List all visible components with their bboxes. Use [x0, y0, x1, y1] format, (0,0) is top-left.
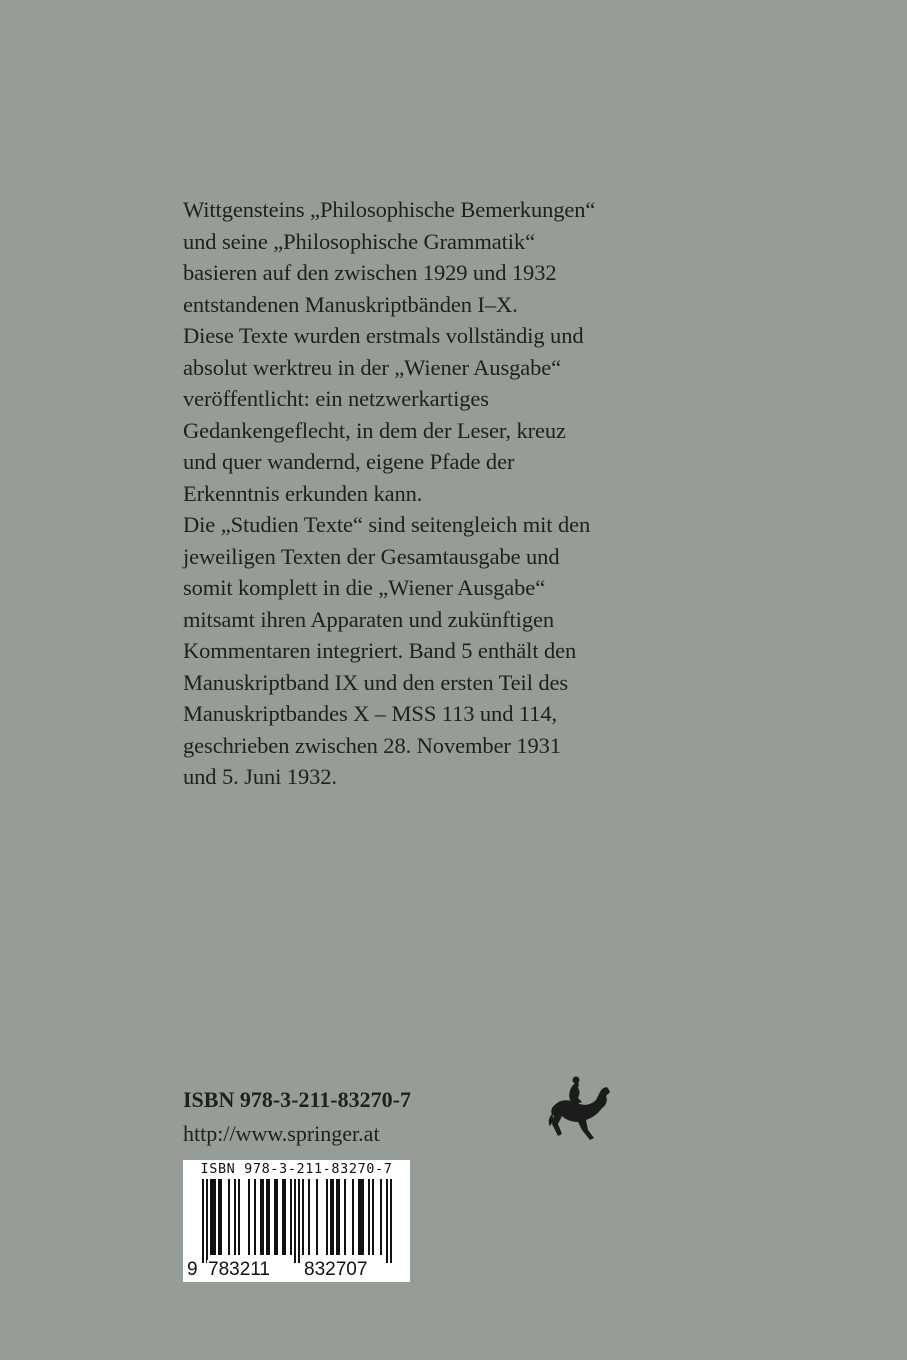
barcode-bar — [254, 1179, 256, 1255]
barcode-bar — [218, 1179, 220, 1255]
isbn-label: ISBN 978-3-211-83270-7 — [183, 1087, 411, 1112]
barcode-bar — [368, 1179, 370, 1255]
barcode-bar — [274, 1179, 276, 1255]
blurb-line: veröffentlicht: ein netzwerkartiges — [183, 386, 489, 411]
barcode-bar — [220, 1179, 222, 1255]
publisher-url[interactable]: http://www.springer.at — [183, 1121, 380, 1146]
blurb-line: Kommentaren integriert. Band 5 enthält den — [183, 638, 577, 663]
blurb-line: mitsamt ihren Apparaten und zukünftigen — [183, 606, 555, 632]
barcode-digit-first: 9 — [187, 1259, 198, 1280]
barcode-bar — [360, 1179, 362, 1255]
barcode-bar — [344, 1179, 346, 1255]
barcode-bar — [372, 1179, 374, 1255]
barcode-bar — [262, 1179, 264, 1255]
barcode-digits-left: 783211 — [208, 1259, 270, 1280]
blurb-line: Manuskriptband IX und den ersten Teil des — [183, 669, 569, 695]
barcode-bar — [290, 1179, 292, 1255]
barcode-bar — [206, 1179, 208, 1263]
barcode-bar — [358, 1179, 360, 1255]
barcode-bar — [210, 1179, 212, 1255]
barcode-bar — [284, 1179, 286, 1255]
blurb-line: basieren auf den zwischen 1929 und 1932 — [183, 260, 557, 285]
barcode-bar — [266, 1179, 268, 1255]
barcode-bar — [308, 1179, 310, 1255]
barcode-bar — [332, 1179, 334, 1255]
barcode-bar — [282, 1179, 284, 1255]
barcode-bar — [298, 1179, 300, 1263]
barcode-bar — [326, 1179, 328, 1255]
barcode-bar — [234, 1179, 236, 1255]
barcode-bars — [186, 1179, 407, 1263]
blurb-line: jeweiligen Texten der Gesamtausgabe und — [183, 543, 560, 569]
barcode-bar — [302, 1179, 304, 1255]
barcode-isbn-label: ISBN 978-3-211-83270-7 — [200, 1161, 393, 1177]
blurb-line: somit komplett in die „Wiener Ausgabe“ — [183, 575, 546, 600]
barcode-bar — [336, 1179, 338, 1255]
barcode-bar — [238, 1179, 240, 1255]
blurb-line: geschrieben zwischen 28. November 1931 — [183, 732, 561, 758]
blurb-line: Die „Studien Texte“ sind seitengleich mit den — [183, 512, 591, 537]
blurb-line: Wittgensteins „Philosophische Bemerkungen“ — [183, 197, 596, 222]
blurb-line: Manuskriptbandes X – MSS 113 und 114, — [183, 701, 558, 726]
blurb-line: absolut werktreu in der „Wiener Ausgabe“ — [183, 354, 562, 380]
barcode-bar — [268, 1179, 270, 1255]
barcode-bar — [390, 1179, 392, 1263]
barcode-bar — [212, 1179, 214, 1255]
blurb-line: und 5. Juni 1932. — [183, 764, 337, 789]
barcode-bar — [202, 1179, 204, 1263]
barcode-bar — [380, 1179, 382, 1255]
blurb-line: und quer wandernd, eigene Pfade der — [183, 449, 515, 474]
blurb-line: und seine „Philosophische Grammatik“ — [183, 228, 535, 254]
barcode-bar — [248, 1179, 250, 1255]
barcode-digits-right: 832707 — [304, 1259, 368, 1280]
barcode-bar — [214, 1179, 216, 1255]
blurb-line: entstandenen Manuskriptbänden I–X. — [183, 291, 518, 317]
blurb-line: Erkenntnis erkunden kann. — [183, 480, 423, 506]
barcode-bar — [330, 1179, 332, 1255]
barcode-bar — [228, 1179, 230, 1255]
barcode-bar — [316, 1179, 318, 1255]
blurb-line: Gedankengeflecht, in dem der Leser, kreuz — [183, 417, 566, 443]
barcode-bar — [338, 1179, 340, 1255]
isbn-barcode — [183, 1160, 410, 1282]
barcode-bar — [386, 1179, 388, 1263]
barcode-bar — [276, 1179, 278, 1255]
barcode-bar — [362, 1179, 364, 1255]
barcode-bar — [260, 1179, 262, 1255]
back-cover-blurb — [183, 194, 703, 793]
springer-horse-knight-icon — [548, 1074, 612, 1146]
barcode-bar — [352, 1179, 354, 1255]
blurb-line: Diese Texte wurden erstmals vollständig und — [183, 323, 584, 348]
barcode-bar — [294, 1179, 296, 1263]
